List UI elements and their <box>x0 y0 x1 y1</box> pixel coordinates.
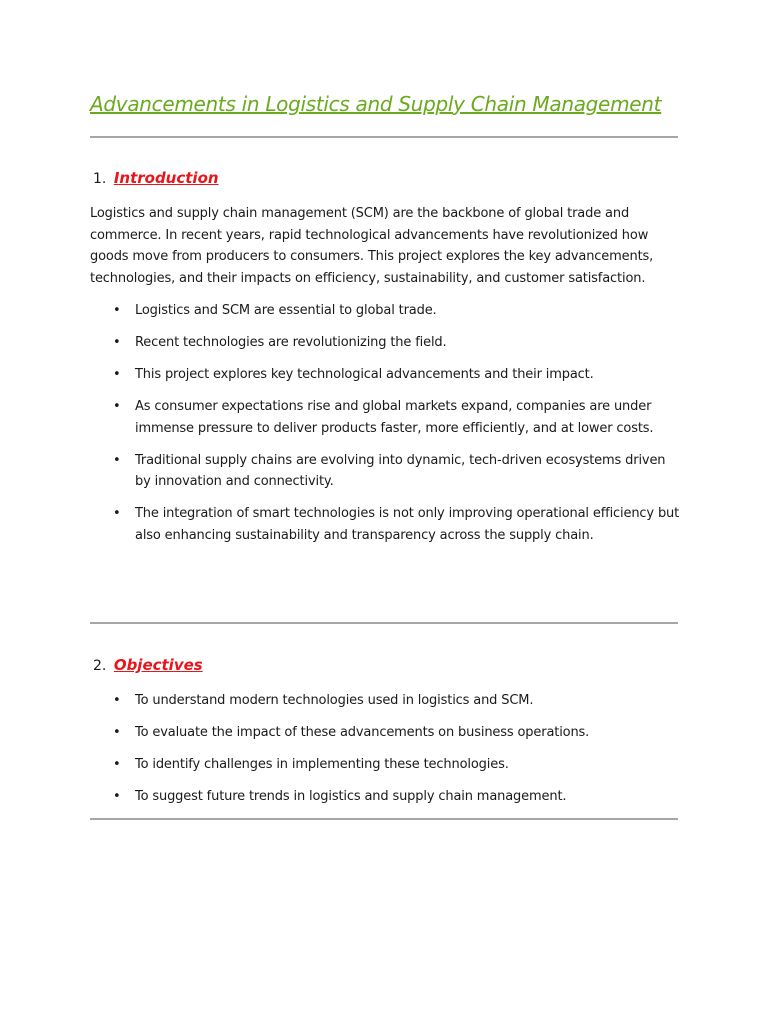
introduction-bullet-list <box>90 300 680 557</box>
section-heading-introduction <box>93 169 219 187</box>
list-item-text: Logistics and SCM are essential to global trade. <box>135 303 437 318</box>
bullet-icon: • <box>113 367 121 382</box>
list-item-text: To suggest future trends in logistics and supply chain management. <box>135 789 567 804</box>
list-item-text: Recent technologies are revolutionizing the field. <box>135 335 447 350</box>
introduction-paragraph: Logistics and supply chain management (SCM) are the backbone of global trade and commerce. In recent years, rapid technological advancements have revolutionized how goods move from producers to consumers. This project explores the key advancements, technologies, and their impacts on efficiency, sustainability, and customer satisfaction. <box>90 206 654 287</box>
list-item <box>90 332 680 354</box>
bullet-icon: • <box>113 335 121 350</box>
bullet-icon: • <box>113 693 121 708</box>
list-item <box>90 722 680 744</box>
objectives-bullet-list <box>90 690 680 818</box>
bullet-icon: • <box>113 452 121 468</box>
section-title: Introduction <box>113 169 219 187</box>
list-item <box>90 364 680 386</box>
list-item <box>90 450 680 493</box>
list-item <box>90 754 680 776</box>
list-item-text: To identify challenges in implementing these technologies. <box>135 757 509 772</box>
list-item-text: This project explores key technological advancements and their impact. <box>135 367 594 382</box>
title-divider <box>90 136 678 138</box>
bullet-icon: • <box>113 506 121 522</box>
section-divider <box>90 818 678 820</box>
list-item-text: As consumer expectations rise and global markets expand, companies are under immense pressure to deliver products faster, more efficiently, and at lower costs. <box>135 399 654 436</box>
bullet-icon: • <box>113 789 121 804</box>
section-heading-objectives <box>93 656 203 674</box>
section-number: 2. <box>93 658 107 674</box>
list-item <box>90 503 680 546</box>
list-item-text: The integration of smart technologies is not only improving operational efficiency but also enhancing sustainability and transparency across the supply chain. <box>135 506 680 544</box>
list-item <box>90 300 680 322</box>
bullet-icon: • <box>113 757 121 772</box>
bullet-icon: • <box>113 303 121 318</box>
section-title: Objectives <box>113 656 203 674</box>
list-item-text: To evaluate the impact of these advancements on business operations. <box>135 725 590 740</box>
section-divider <box>90 622 678 624</box>
list-item <box>90 690 680 712</box>
list-item <box>90 396 680 439</box>
bullet-icon: • <box>113 399 121 414</box>
list-item-text: Traditional supply chains are evolving into dynamic, tech-driven ecosystems driven by innovation and connectivity. <box>135 452 666 490</box>
list-item <box>90 786 680 808</box>
bullet-icon: • <box>113 725 121 740</box>
section-number: 1. <box>93 171 107 187</box>
document-title: Advancements in Logistics and Supply Chain Management <box>90 92 662 116</box>
list-item-text: To understand modern technologies used in logistics and SCM. <box>135 693 534 708</box>
